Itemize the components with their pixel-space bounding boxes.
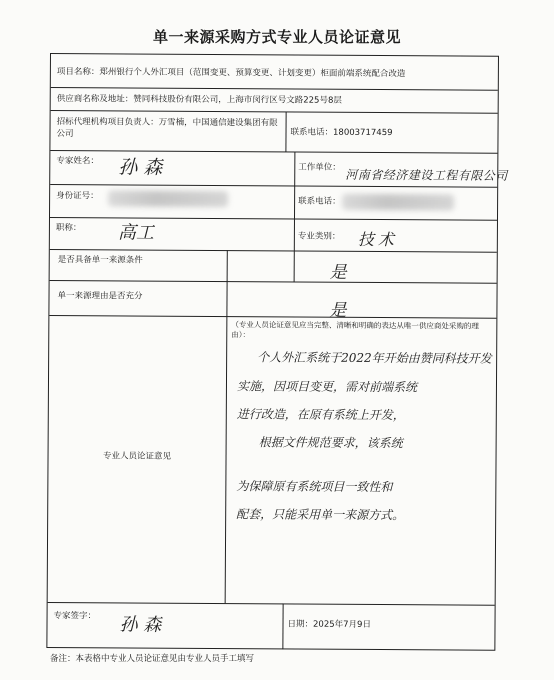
supplier-row	[57, 93, 497, 108]
date-value: 2025年7月9日	[312, 619, 372, 630]
document-title: 单一来源采购方式专业人员论证意见	[152, 28, 401, 46]
redacted-phone-number	[342, 194, 454, 211]
date-label: 日期：	[287, 619, 314, 630]
job-title-value: 高工	[117, 222, 154, 244]
agency-phone-row	[290, 126, 495, 139]
col-divider	[294, 151, 296, 281]
opinion-hint: （专业人员论证意见应当完整、清晰和明确的表达从唯一供应商处采购的理由）：	[231, 320, 479, 340]
project-label: 项目名称：	[56, 67, 100, 78]
signature-value: 孙 森	[119, 614, 162, 636]
row-divider	[51, 87, 498, 91]
supplier-value: 赞同科技股份有限公司，上海市闵行区号文路225号8层	[133, 94, 342, 106]
signature-label: 专家签字：	[53, 611, 97, 622]
project-row	[57, 66, 497, 81]
expert-phone-label: 联系电话：	[298, 196, 341, 207]
row-divider	[51, 110, 498, 114]
row-divider	[50, 249, 497, 253]
supplier-label: 供应商名称及地址：	[56, 94, 134, 105]
opinion-line: 进行改造，在原有系统上开发，	[236, 407, 405, 423]
agency-value: 万雪楠，中国通信建设集团有限公司	[56, 117, 278, 140]
agency-phone-value: 18003717459	[333, 127, 393, 139]
project-value: 郑州银行个人外汇项目（范围变更、预算变更、计划变更）柜面前端系统配合改造	[99, 67, 406, 80]
row-divider	[49, 315, 496, 319]
footnote: 备注：本表格中专业人员论证意见由专业人员手工填写	[50, 654, 255, 664]
opinion-line: 为保障原有系统项目一致性和	[236, 479, 393, 495]
row-divider	[50, 280, 497, 284]
expert-name-label: 专家姓名：	[56, 156, 99, 167]
reasons-label: 单一来源理由是否充分	[57, 291, 143, 302]
id-number-label: 身份证号：	[56, 191, 99, 202]
work-unit-value: 河南省经济建设工程有限公司	[345, 167, 508, 183]
category-value: 技术	[357, 229, 398, 250]
job-title-label: 职称：	[55, 223, 82, 234]
col-divider	[282, 603, 283, 649]
col-divider	[285, 111, 286, 151]
agency-label: 招标代理机构项目负责人：	[56, 117, 159, 128]
opinion-form	[46, 53, 508, 651]
work-unit-label: 工作单位：	[298, 162, 341, 173]
agency-row	[56, 116, 282, 141]
conditions-value: 是	[329, 262, 347, 283]
row-divider	[48, 602, 495, 606]
opinion-line: 个人外汇系统于2022年开始由赞同科技开发	[257, 350, 492, 366]
conditions-label: 是否具备单一来源条件	[57, 255, 143, 266]
redacted-id-number	[108, 190, 228, 207]
opinion-line: 根据文件规范要求，该系统	[258, 435, 403, 451]
opinion-line: 实施，因项目变更，需对前端系统	[236, 379, 418, 395]
col-divider	[225, 250, 228, 603]
date-row	[287, 618, 371, 631]
agency-phone-label: 联系电话：	[290, 127, 334, 138]
opinion-line: 配套，只能采用单一来源方式。	[236, 507, 405, 523]
category-label: 专业类别：	[297, 231, 341, 242]
opinion-label: 专业人员论证意见	[102, 451, 172, 462]
row-divider	[50, 184, 497, 188]
reasons-value: 是	[329, 300, 347, 321]
expert-name-value: 孙 森	[118, 156, 163, 179]
